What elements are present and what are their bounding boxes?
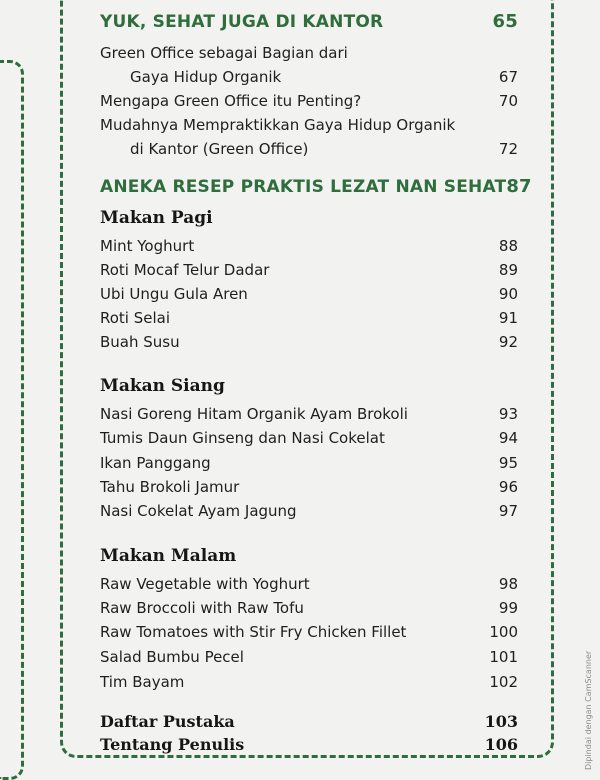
recipe-entry[interactable] <box>100 332 518 352</box>
recipe-entry[interactable] <box>100 284 518 304</box>
recipe-title: Roti Mocaf Telur Dadar <box>100 261 270 279</box>
chapter-page-number: 65 <box>492 11 518 32</box>
backmatter-page: 103 <box>484 712 518 731</box>
recipe-page: 94 <box>498 429 518 447</box>
recipe-page: 96 <box>498 478 518 496</box>
recipe-entry[interactable] <box>100 308 518 328</box>
recipe-entry[interactable] <box>100 672 518 692</box>
recipe-title: Tim Bayam <box>100 673 185 691</box>
chapter-page-number: 87 <box>506 176 532 197</box>
recipe-title: Raw Tomatoes with Stir Fry Chicken Fillet <box>100 623 407 641</box>
recipe-title: Buah Susu <box>100 333 180 351</box>
recipe-entry[interactable] <box>100 404 518 424</box>
recipe-entry[interactable] <box>100 574 518 594</box>
recipe-page: 88 <box>498 237 518 255</box>
recipe-page: 92 <box>498 333 518 351</box>
recipe-entry[interactable] <box>100 622 518 642</box>
recipe-title: Ikan Panggang <box>100 454 211 472</box>
toc-entry-page: 70 <box>498 92 518 110</box>
toc-entry-page: 72 <box>498 140 518 158</box>
section-heading-breakfast: Makan Pagi <box>100 208 213 228</box>
toc-entry[interactable] <box>130 139 518 159</box>
recipe-page: 99 <box>498 599 518 617</box>
recipe-title: Mint Yoghurt <box>100 237 195 255</box>
scanner-watermark: Dipindai dengan CamScanner <box>584 650 593 770</box>
recipe-page: 101 <box>489 648 518 666</box>
chapter-heading-green-office[interactable] <box>100 12 518 32</box>
recipe-title: Nasi Goreng Hitam Organik Ayam Brokoli <box>100 405 408 423</box>
recipe-title: Ubi Ungu Gula Aren <box>100 285 248 303</box>
toc-entry-line[interactable]: Mudahnya Mempraktikkan Gaya Hidup Organik <box>100 116 456 134</box>
backmatter-page: 106 <box>484 735 518 754</box>
toc-entry-page: 67 <box>498 68 518 86</box>
recipe-title: Tahu Brokoli Jamur <box>100 478 240 496</box>
toc-entry-line[interactable]: Green Office sebagai Bagian dari <box>100 44 348 62</box>
recipe-title: Raw Vegetable with Yoghurt <box>100 575 310 593</box>
recipe-entry[interactable] <box>100 453 518 473</box>
recipe-page: 95 <box>498 454 518 472</box>
recipe-entry[interactable] <box>100 236 518 256</box>
recipe-title: Salad Bumbu Pecel <box>100 648 244 666</box>
toc-entry-title: Gaya Hidup Organik <box>130 68 282 86</box>
backmatter-entry-author[interactable] <box>100 735 518 755</box>
toc-entry[interactable] <box>100 91 518 111</box>
recipe-page: 89 <box>498 261 518 279</box>
section-heading-lunch: Makan Siang <box>100 376 225 396</box>
recipe-entry[interactable] <box>100 260 518 280</box>
toc-entry-title: di Kantor (Green Office) <box>130 140 309 158</box>
recipe-title: Tumis Daun Ginseng dan Nasi Cokelat <box>100 429 385 447</box>
recipe-page: 91 <box>498 309 518 327</box>
chapter-heading-recipes[interactable] <box>100 176 532 197</box>
backmatter-title: Tentang Penulis <box>100 735 245 754</box>
toc-entry[interactable] <box>130 67 518 87</box>
recipe-entry[interactable] <box>100 501 518 521</box>
recipe-page: 97 <box>498 502 518 520</box>
backmatter-title: Daftar Pustaka <box>100 712 235 731</box>
backmatter-entry-bibliography[interactable] <box>100 712 518 732</box>
recipe-page: 98 <box>498 575 518 593</box>
recipe-page: 100 <box>489 623 518 641</box>
recipe-title: Roti Selai <box>100 309 171 327</box>
recipe-entry[interactable] <box>100 477 518 497</box>
recipe-entry[interactable] <box>100 428 518 448</box>
recipe-entry[interactable] <box>100 598 518 618</box>
recipe-entry[interactable] <box>100 647 518 667</box>
recipe-title: Nasi Cokelat Ayam Jagung <box>100 502 297 520</box>
section-heading-dinner: Makan Malam <box>100 546 237 566</box>
recipe-title: Raw Broccoli with Raw Tofu <box>100 599 304 617</box>
recipe-page: 90 <box>498 285 518 303</box>
recipe-page: 102 <box>489 673 518 691</box>
chapter-title: ANEKA RESEP PRAKTIS LEZAT NAN SEHAT <box>100 177 507 197</box>
recipe-page: 93 <box>498 405 518 423</box>
chapter-title: YUK, SEHAT JUGA DI KANTOR <box>100 12 384 32</box>
toc-entry-title: Mengapa Green Office itu Penting? <box>100 92 362 110</box>
